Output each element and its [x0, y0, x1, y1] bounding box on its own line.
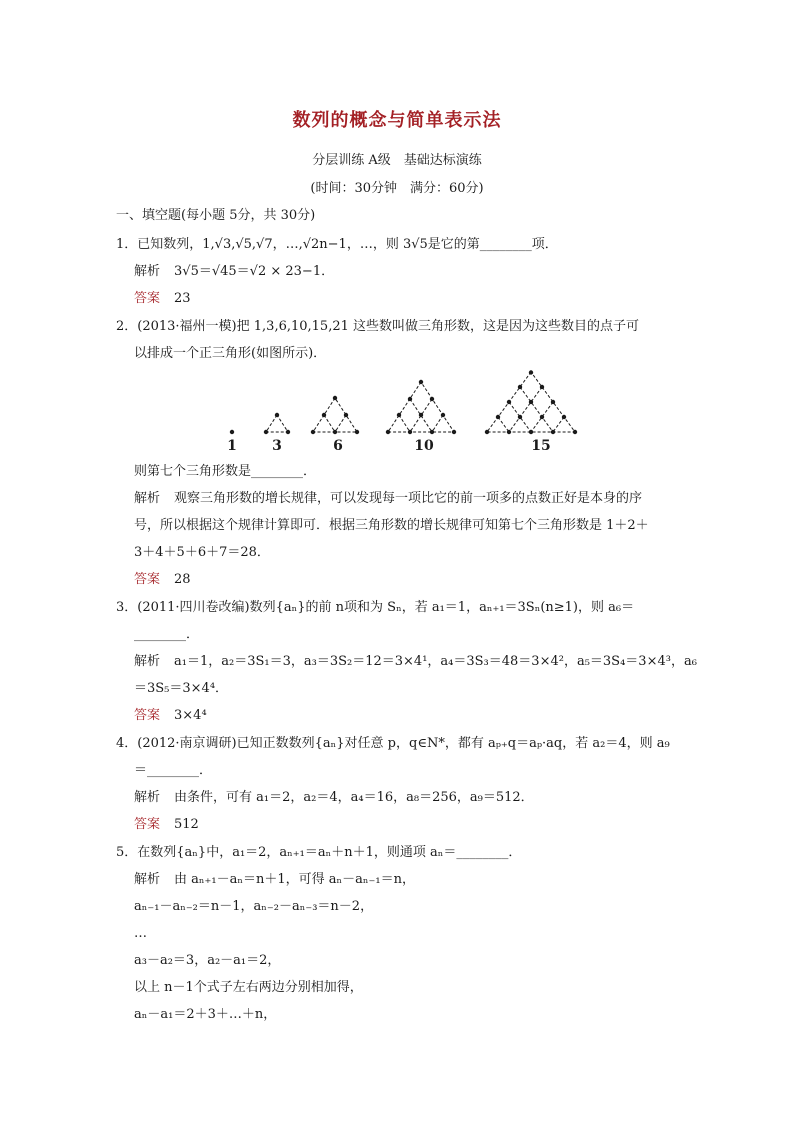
page-title: 数列的概念与简单表示法 [292, 110, 502, 131]
q5-analysis-text: 由 aₙ₊₁－aₙ＝n＋1，可得 aₙ－aₙ₋₁＝n， [174, 872, 415, 887]
triangle-6-outline [313, 398, 357, 432]
q3-answer-value: 3×4⁴ [174, 708, 207, 723]
q2-answer [134, 571, 191, 589]
answer-label: 答案 [134, 572, 161, 587]
q2-stem-line-1: 2．(2013·福州一模)把 1,3,6,10,15,21 这些数叫做三角形数，这是因为这些数目的点子可 [116, 319, 639, 334]
dot [230, 430, 234, 434]
q2-analysis-line-3: 3＋4＋5＋6＋7＝28． [134, 545, 270, 560]
analysis-label: 解析 [134, 872, 161, 887]
analysis-label: 解析 [134, 790, 161, 805]
q1-answer [134, 290, 191, 308]
q3-analysis-text-1: a₁＝1，a₂＝3S₁＝3，a₃＝3S₂＝12＝3×4¹，a₄＝3S₃＝48＝3×4²，a₅＝3S₄＝3×4³，a₆ [174, 654, 697, 669]
analysis-label: 解析 [134, 491, 161, 506]
subtitle: 分层训练 A级 基础达标演练 [312, 153, 482, 168]
q4-analysis [134, 789, 534, 807]
figure-label-10: 10 [414, 438, 434, 452]
q2-analysis-line-2: 号，所以根据这个规律计算即可．根据三角形数的增长规律可知第七个三角形数是 1＋2＋ [134, 518, 649, 533]
answer-label: 答案 [134, 291, 161, 306]
q3-analysis-line-1 [134, 653, 697, 671]
triangular-numbers-figure [215, 370, 605, 452]
q1-analysis-text: 3√5＝√45＝√2 × 23−1． [174, 264, 335, 279]
q2-analysis-line-1 [134, 490, 642, 508]
figure-label-6: 6 [333, 438, 343, 452]
q3-stem-line-2: ________． [134, 627, 200, 642]
figure-label-1: 1 [227, 438, 237, 452]
figure-label-3: 3 [272, 438, 282, 452]
analysis-label: 解析 [134, 654, 161, 669]
q5-line-3: … [134, 926, 147, 941]
q4-answer [134, 816, 199, 834]
q3-answer [134, 707, 207, 725]
q2-answer-value: 28 [174, 572, 191, 587]
answer-label: 答案 [134, 817, 161, 832]
section-heading: 一、填空题(每小题 5分，共 30分) [116, 208, 316, 223]
q5-line-6: aₙ－a₁＝2＋3＋…＋n， [134, 1007, 277, 1022]
q2-stem-line-2: 以排成一个正三角形(如图所示)． [134, 346, 327, 361]
q1-answer-value: 23 [174, 291, 191, 306]
triangle-10-outline [388, 382, 454, 432]
q4-answer-value: 512 [174, 817, 199, 832]
q4-stem-line-2: ＝________． [134, 763, 213, 778]
q5-line-2: aₙ₋₁－aₙ₋₂＝n－1，aₙ₋₂－aₙ₋₃＝n－2， [134, 899, 374, 914]
q5-line-4: a₃－a₂＝3，a₂－a₁＝2， [134, 953, 281, 968]
figure-label-15: 15 [531, 438, 551, 452]
q2-question: 则第七个三角形数是________． [134, 464, 317, 479]
q5-stem: 5．在数列{aₙ}中，a₁＝2，aₙ₊₁＝aₙ＋n＋1，则通项 aₙ＝________． [116, 845, 522, 860]
q3-stem-line-1: 3．(2011·四川卷改编)数列{aₙ}的前 n项和为 Sₙ，若 a₁＝1，aₙ₊₁＝3Sₙ(n≥1)，则 a₆＝ [116, 600, 635, 615]
q1-stem: 1．已知数列，1,√3,√5,√7，…,√2n−1，…，则 3√5是它的第________项． [116, 237, 558, 252]
q2-analysis-text-1: 观察三角形数的增长规律，可以发现每一项比它的前一项多的点数正好是本身的序 [174, 491, 643, 506]
q4-stem-line-1: 4．(2012·南京调研)已知正数数列{aₙ}对任意 p，q∈N*，都有 aₚ₊q＝aₚ·aq，若 a₂＝4，则 a₉ [116, 736, 670, 751]
q3-analysis-line-2: ＝3S₅＝3×4⁴． [134, 681, 229, 696]
triangle-3-outline [266, 415, 288, 432]
analysis-label: 解析 [134, 264, 161, 279]
q1-analysis [134, 263, 334, 281]
answer-label: 答案 [134, 708, 161, 723]
q4-analysis-text: 由条件，可有 a₁＝2，a₂＝4，a₄＝16，a₈＝256，a₉＝512． [174, 790, 534, 805]
q5-line-5: 以上 n－1个式子左右两边分别相加得， [134, 980, 363, 995]
q5-analysis [134, 871, 415, 889]
time-info: (时间：30分钟 满分：60分) [310, 181, 484, 196]
